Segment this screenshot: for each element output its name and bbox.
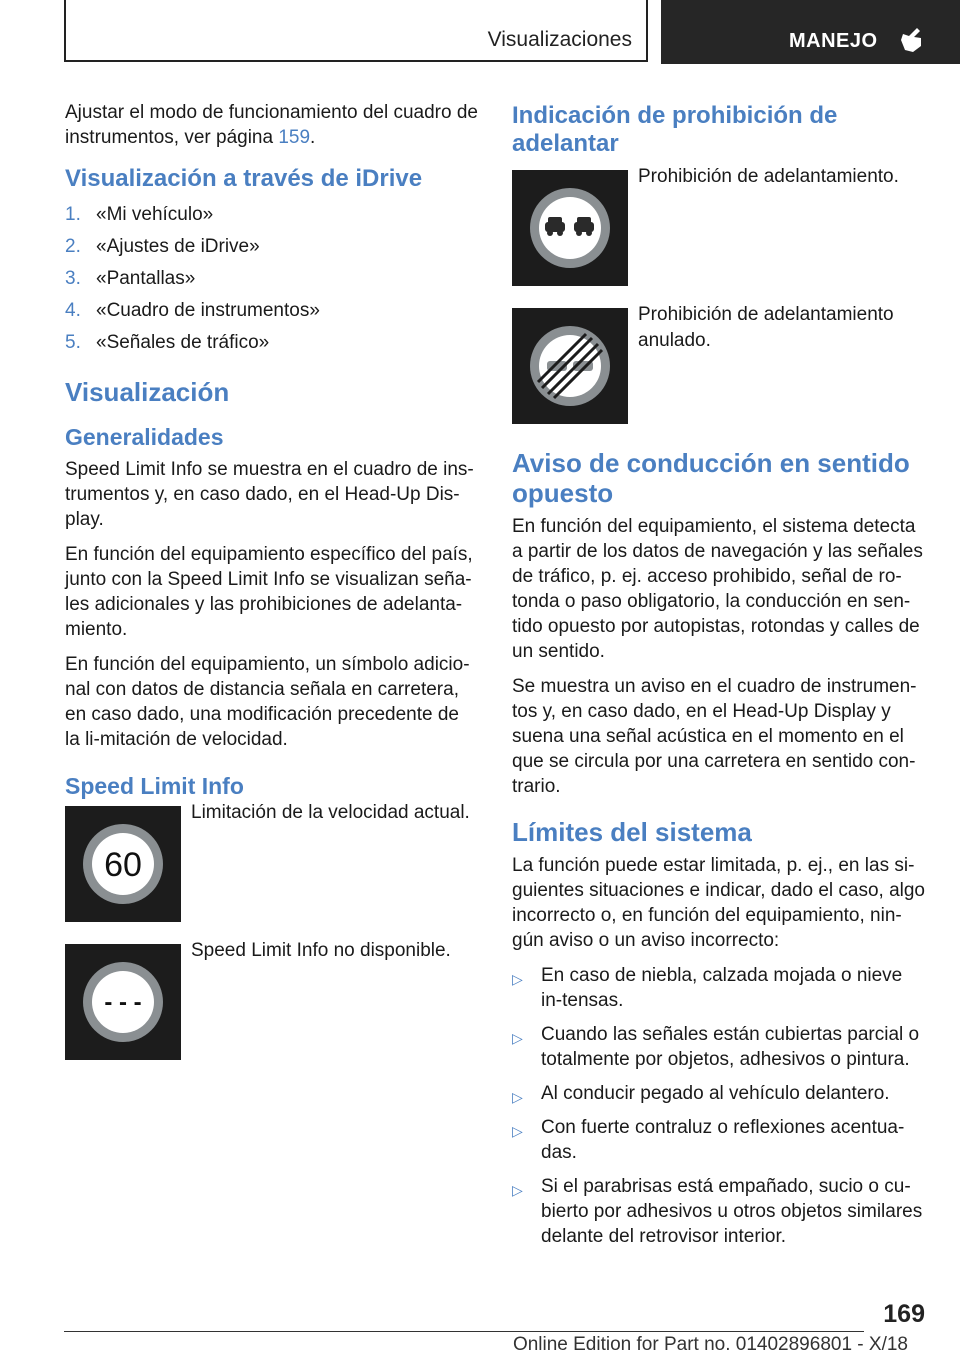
- left-column: [65, 100, 479, 1082]
- general-heading: Generalidades: [65, 424, 224, 450]
- wrong-way-paragraph-2: Se muestra un aviso en el cuadro de instrumen‐tos y, en caso dado, en el Head-Up Display y suena una señal acústica en el momento en el que se circula por una carretera en sentido con‐trario.: [512, 676, 917, 797]
- chapter-tab: [661, 0, 960, 64]
- step-text: «Cuadro de instrumentos»: [96, 300, 320, 321]
- unavailable-value: - - -: [104, 989, 142, 1016]
- intro-text-end: .: [310, 127, 316, 148]
- no-overtaking-sign-icon: [512, 170, 628, 286]
- step-text: «Ajustes de iDrive»: [96, 236, 260, 257]
- overtaking-heading: Indicación de prohibición de adelantar: [512, 102, 838, 157]
- hand-steering-icon: [897, 24, 925, 54]
- list-item-text: En caso de niebla, calzada mojada o nieve in‐tensas.: [541, 965, 903, 1011]
- page-header: [64, 0, 960, 64]
- system-limits-list: [512, 963, 926, 1249]
- list-item: [512, 1022, 926, 1072]
- list-item: [512, 1115, 926, 1165]
- list-item: [512, 1174, 926, 1249]
- bullet-triangle-icon: ▷: [512, 1182, 523, 1198]
- intro-paragraph: [65, 100, 479, 150]
- intro-text: Ajustar el modo de funcionamiento del cuadro de instrumentos, ver página: [65, 102, 478, 148]
- step-text: «Señales de tráfico»: [96, 332, 270, 353]
- list-item: [65, 298, 479, 323]
- list-item: [65, 266, 479, 291]
- step-text: «Pantallas»: [96, 268, 196, 289]
- step-text: «Mi vehículo»: [96, 204, 214, 225]
- step-number: 3.: [65, 268, 81, 289]
- section-title: Visualizaciones: [487, 28, 632, 51]
- list-item: [65, 202, 479, 227]
- list-item-text: Si el parabrisas está empañado, sucio o cu‐bierto por adhesivos u otros objetos similares delante del retrovisor interior.: [541, 1176, 923, 1247]
- system-limits-paragraph: La función puede estar limitada, p. ej., en las si‐guientes situaciones e indicar, dado el caso, algo incorrecto o, en función del equipamiento, nin‐gún aviso o un aviso incorrecto:: [512, 855, 925, 951]
- sign-caption: Prohibición de adelantamiento.: [638, 166, 899, 187]
- step-number: 4.: [65, 300, 81, 321]
- speed-limit-unavailable-sign-icon: [65, 944, 181, 1060]
- list-item: [512, 1081, 926, 1106]
- list-item: [65, 330, 479, 355]
- sign-caption: Prohibición de adelantamiento anulado.: [638, 304, 894, 351]
- step-number: 2.: [65, 236, 81, 257]
- system-limits-heading: Límites del sistema: [512, 817, 752, 847]
- wrong-way-heading: Aviso de conducción en sentido opuesto: [512, 448, 910, 508]
- chapter-title: MANEJO: [789, 30, 878, 52]
- step-number: 1.: [65, 204, 81, 225]
- page-link[interactable]: 159: [278, 127, 311, 148]
- sign-row-no-overtaking: [512, 166, 926, 306]
- overtaking-ended-sign-icon: [512, 308, 628, 424]
- bullet-triangle-icon: ▷: [512, 971, 523, 987]
- speed-limit-60-sign-icon: [65, 806, 181, 922]
- general-paragraph-1: Speed Limit Info se muestra en el cuadro de ins‐trumentos y, en caso dado, en el Head-Up Dis‐play.: [65, 459, 474, 530]
- list-item-text: Cuando las señales están cubiertas parcial o totalmente por objetos, adhesivos o pintura.: [541, 1024, 920, 1070]
- general-paragraph-3: En función del equipamiento, un símbolo adicio‐nal con datos de distancia señala en carretera, en caso dado, una modificación precedente de la li‐mitación de velocidad.: [65, 654, 470, 750]
- footer-edition: Online Edition for Part no. 01402896801 - X/18: [512, 1334, 908, 1355]
- sign-caption: Limitación de la velocidad actual.: [191, 802, 470, 823]
- list-item: [65, 234, 479, 259]
- bullet-triangle-icon: ▷: [512, 1030, 523, 1046]
- idrive-steps: [65, 202, 479, 355]
- visualization-heading: Visualización: [65, 377, 230, 407]
- speed-limit-value: 60: [104, 846, 142, 884]
- speed-limit-info-heading: Speed Limit Info: [65, 773, 244, 799]
- sign-row-speed-limit: [65, 802, 479, 942]
- sign-row-overtaking-ended: [512, 304, 926, 444]
- step-number: 5.: [65, 332, 81, 353]
- list-item: [512, 963, 926, 1013]
- list-item-text: Con fuerte contraluz o reflexiones acentua‐das.: [541, 1117, 905, 1163]
- footer-divider: [64, 1331, 864, 1332]
- general-paragraph-2: En función del equipamiento específico del país, junto con la Speed Limit Info se visualizan seña‐les adicionales y las prohibiciones de adelanta‐miento.: [65, 544, 473, 640]
- idrive-heading: Visualización a través de iDrive: [65, 165, 423, 192]
- bullet-triangle-icon: ▷: [512, 1089, 523, 1105]
- list-item-text: Al conducir pegado al vehículo delantero.: [541, 1083, 890, 1104]
- sign-row-unavailable: [65, 940, 479, 1080]
- right-column: [512, 100, 926, 1258]
- bullet-triangle-icon: ▷: [512, 1123, 523, 1139]
- section-tab: [64, 0, 648, 62]
- sign-caption: Speed Limit Info no disponible.: [191, 940, 451, 961]
- wrong-way-paragraph-1: En función del equipamiento, el sistema detecta a partir de los datos de navegación y las señales de tráfico, p. ej. acceso prohibido, señal de ro‐tonda o paso obligatorio, la conducción en sen‐tido opuesto por autopistas, rotondas y calles de un sentido.: [512, 516, 923, 662]
- page-number: 169: [883, 1300, 925, 1328]
